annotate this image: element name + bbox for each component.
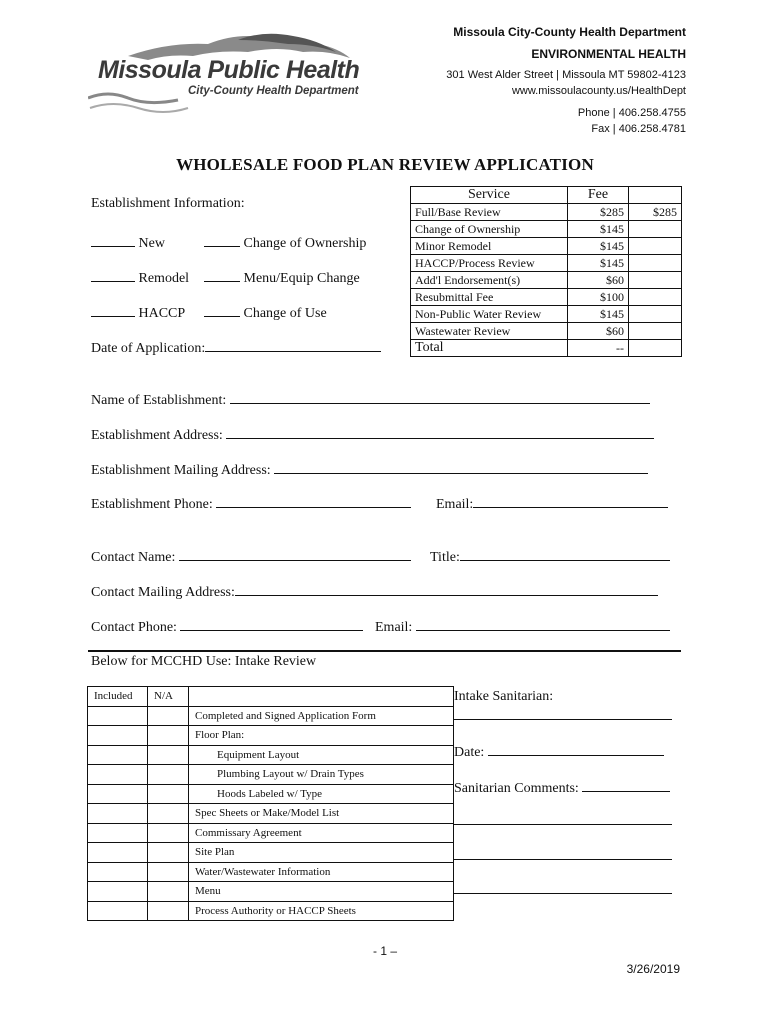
table-row: Equipment Layout — [88, 745, 454, 765]
table-row: Commissary Agreement — [88, 823, 454, 843]
establishment-email-field[interactable]: Email: — [436, 493, 668, 513]
table-row: Process Authority or HACCP Sheets — [88, 901, 454, 921]
intake-checklist-table — [87, 686, 454, 921]
option-change-use[interactable]: Change of Use — [204, 302, 327, 322]
fee-entry-header[interactable] — [629, 187, 682, 204]
total-label: Total — [411, 340, 568, 357]
revision-date: 3/26/2019 — [626, 962, 680, 976]
contact-email-field[interactable]: Email: — [375, 616, 670, 636]
table-row: Spec Sheets or Make/Model List — [88, 804, 454, 824]
logo-subtitle: City-County Health Department — [188, 85, 359, 97]
total-row — [411, 340, 682, 357]
option-haccp[interactable]: HACCP — [91, 302, 185, 322]
fee-header: Fee — [568, 187, 629, 204]
total-fee: -- — [568, 340, 629, 357]
table-row: Full/Base Review $285 $285 — [411, 204, 682, 221]
option-new[interactable]: New — [91, 232, 165, 252]
intake-sanitarian-line[interactable] — [454, 719, 672, 720]
department-phone: Phone | 406.258.4755 — [577, 107, 686, 119]
intake-sanitarian-label: Intake Sanitarian: — [454, 689, 554, 704]
page-number: - 1 – — [372, 944, 397, 958]
table-row: Resubmittal Fee $100 — [411, 289, 682, 306]
intake-date-field[interactable]: Date: — [454, 741, 664, 761]
table-row: Site Plan — [88, 843, 454, 863]
table-row — [88, 687, 454, 707]
department-website: www.missoulacounty.us/HealthDept — [511, 85, 686, 97]
table-row: Non-Public Water Review $145 — [411, 306, 682, 323]
department-name: Missoula City-County Health Department — [453, 25, 686, 39]
table-row: Water/Wastewater Information — [88, 862, 454, 882]
contact-name-field[interactable]: Contact Name: — [91, 546, 411, 566]
establishment-mailing-field[interactable]: Establishment Mailing Address: — [91, 459, 648, 479]
table-row: Floor Plan: — [88, 726, 454, 746]
section-divider — [88, 650, 681, 652]
form-title: WHOLESALE FOOD PLAN REVIEW APPLICATION — [176, 155, 594, 174]
department-fax: Fax | 406.258.4781 — [591, 123, 686, 135]
table-row: Plumbing Layout w/ Drain Types — [88, 765, 454, 785]
date-of-application-field[interactable]: Date of Application: — [91, 337, 381, 357]
logo-title: Missoula Public Health — [98, 56, 360, 84]
comments-line-1[interactable] — [454, 824, 672, 825]
sanitarian-comments-field[interactable]: Sanitarian Comments: — [454, 777, 670, 797]
establishment-address-field[interactable]: Establishment Address: — [91, 424, 654, 444]
table-row: Change of Ownership $145 — [411, 221, 682, 238]
department-address: 301 West Alder Street | Missoula MT 59802-4123 — [446, 69, 686, 81]
table-row: Add'l Endorsement(s) $60 — [411, 272, 682, 289]
service-header: Service — [411, 187, 568, 204]
contact-title-field[interactable]: Title: — [430, 546, 670, 566]
table-row: HACCP/Process Review $145 — [411, 255, 682, 272]
table-row: Hoods Labeled w/ Type — [88, 784, 454, 804]
option-change-ownership[interactable]: Change of Ownership — [204, 232, 366, 252]
option-remodel[interactable]: Remodel — [91, 267, 189, 287]
included-header: Included — [88, 687, 148, 707]
comments-line-3[interactable] — [454, 893, 672, 894]
establishment-heading: Establishment Information: — [91, 196, 245, 211]
establishment-phone-field[interactable]: Establishment Phone: — [91, 493, 411, 513]
table-row: Wastewater Review $60 — [411, 323, 682, 340]
total-entry[interactable] — [629, 340, 682, 357]
logo — [88, 28, 368, 118]
intake-heading: Below for MCCHD Use: Intake Review — [91, 654, 317, 669]
division-name: ENVIRONMENTAL HEALTH — [531, 47, 686, 61]
establishment-name-field[interactable]: Name of Establishment: — [91, 389, 650, 409]
service-fee-table — [410, 186, 682, 357]
contact-phone-field[interactable]: Contact Phone: — [91, 616, 363, 636]
contact-mailing-field[interactable]: Contact Mailing Address: — [91, 581, 658, 601]
table-row: Minor Remodel $145 — [411, 238, 682, 255]
option-menu-equip[interactable]: Menu/Equip Change — [204, 267, 360, 287]
na-header: N/A — [148, 687, 189, 707]
table-row: Completed and Signed Application Form — [88, 706, 454, 726]
table-row: Menu — [88, 882, 454, 902]
comments-line-2[interactable] — [454, 859, 672, 860]
